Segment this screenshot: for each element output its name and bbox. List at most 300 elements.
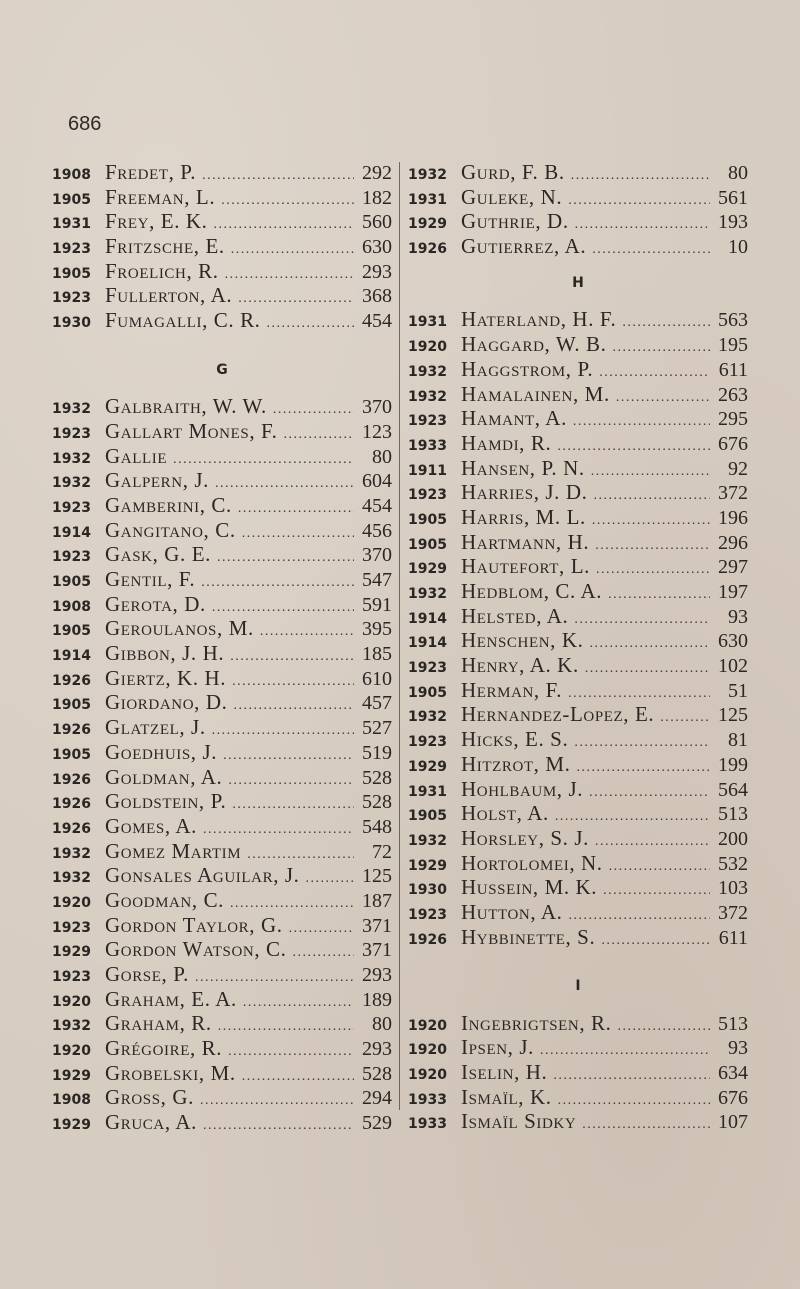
entry-year: 1932 xyxy=(52,450,91,467)
entry-page-number: 611 xyxy=(718,358,748,381)
entry-year: 1926 xyxy=(52,771,91,788)
dot-leader xyxy=(599,361,710,386)
entry-page-number: 93 xyxy=(728,1037,748,1060)
index-entry xyxy=(52,937,392,962)
entry-name: Gomes, A. xyxy=(105,813,197,838)
dot-leader xyxy=(585,657,710,682)
entry-name: Iselin, H. xyxy=(461,1060,548,1085)
entry-page-number: 370 xyxy=(362,544,392,567)
dot-leader xyxy=(582,1113,710,1138)
index-group-i xyxy=(408,1011,748,1134)
entry-name: Hicks, E. S. xyxy=(461,727,569,752)
entry-page-number: 93 xyxy=(728,605,748,628)
dot-leader xyxy=(609,855,710,880)
entry-name: Guleke, N. xyxy=(461,184,563,209)
entry-page-number: 125 xyxy=(362,865,392,888)
dot-leader xyxy=(568,189,710,214)
entry-year: 1932 xyxy=(52,1018,91,1035)
entry-name: Horsley, S. J. xyxy=(461,825,590,850)
index-entry xyxy=(408,727,748,752)
index-entry xyxy=(52,839,392,864)
entry-name: Goedhuis, J. xyxy=(105,739,218,764)
entry-name: Fredet, P. xyxy=(105,160,197,184)
entry-year: 1931 xyxy=(52,216,91,233)
index-entry xyxy=(52,234,392,259)
entry-name: Haggard, W. B. xyxy=(461,332,607,357)
entry-name: Gentil, F. xyxy=(105,567,196,591)
entry-name: Frey, E. K. xyxy=(105,209,208,234)
index-group-h xyxy=(408,307,748,949)
entry-page-number: 528 xyxy=(362,791,392,814)
entry-year: 1933 xyxy=(408,437,447,454)
entry-year: 1932 xyxy=(52,475,91,492)
entry-year: 1929 xyxy=(408,758,447,775)
entry-name: Gerota, D. xyxy=(105,591,206,616)
index-entry xyxy=(408,851,748,876)
entry-year: 1905 xyxy=(52,265,91,282)
index-entry xyxy=(52,592,392,617)
index-entry xyxy=(52,283,392,308)
entry-page-number: 293 xyxy=(362,964,392,986)
entry-year: 1923 xyxy=(408,660,447,677)
entry-year: 1920 xyxy=(408,1067,447,1084)
dot-leader xyxy=(232,670,354,695)
dot-leader xyxy=(574,731,710,756)
entry-page-number: 630 xyxy=(718,630,748,653)
entry-year: 1926 xyxy=(52,672,91,689)
index-entry xyxy=(52,567,392,592)
entry-name: Giertz, K. H. xyxy=(105,665,227,690)
index-entry xyxy=(52,765,392,790)
entry-year: 1920 xyxy=(52,894,91,911)
entry-year: 1923 xyxy=(408,413,447,430)
entry-page-number: 676 xyxy=(718,432,748,455)
entry-name: Froelich, R. xyxy=(105,258,219,283)
entry-name: Henry, A. K. xyxy=(461,653,579,678)
entry-page-number: 195 xyxy=(718,334,748,357)
entry-year: 1923 xyxy=(408,487,447,504)
letter-heading-i: I xyxy=(575,978,581,994)
index-entry xyxy=(408,332,748,357)
dot-leader xyxy=(273,398,354,423)
dot-leader xyxy=(231,238,354,263)
entry-year: 1929 xyxy=(408,561,447,578)
entry-name: Galbraith, W. W. xyxy=(105,394,267,419)
entry-page-number: 72 xyxy=(372,840,392,863)
entry-page-number: 528 xyxy=(362,1062,392,1085)
dot-leader xyxy=(202,164,354,189)
entry-name: Hitzrot, M. xyxy=(461,751,571,776)
entry-page-number: 532 xyxy=(718,852,748,875)
entry-name: Freeman, L. xyxy=(105,184,216,209)
entry-name: Gallart Mones, F. xyxy=(105,418,278,443)
entry-year: 1931 xyxy=(408,783,447,800)
entry-year: 1933 xyxy=(408,1116,447,1133)
entry-page-number: 372 xyxy=(718,482,748,505)
entry-year: 1923 xyxy=(52,290,91,307)
index-entry xyxy=(52,419,392,444)
entry-page-number: 564 xyxy=(718,778,748,801)
index-entry xyxy=(408,480,748,505)
entry-name: Gangitano, C. xyxy=(105,517,236,542)
entry-name: Ismaïl Sidky xyxy=(461,1109,577,1134)
entry-page-number: 123 xyxy=(362,420,392,443)
index-entry xyxy=(52,259,392,284)
entry-name: Hybbinette, S. xyxy=(461,924,596,949)
dot-leader xyxy=(228,769,354,794)
dot-leader xyxy=(230,645,354,670)
entry-page-number: 547 xyxy=(362,569,392,591)
entry-page-number: 548 xyxy=(362,815,392,838)
index-entry xyxy=(52,542,392,567)
entry-year: 1920 xyxy=(408,1017,447,1034)
entry-name: Hernandez-Lopez, E. xyxy=(461,702,655,727)
entry-page-number: 295 xyxy=(718,408,748,431)
entry-page-number: 395 xyxy=(362,618,392,641)
index-entry xyxy=(408,209,748,234)
dot-leader xyxy=(595,830,710,855)
page-number: 686 xyxy=(68,113,102,135)
entry-name: Ismaïl, K. xyxy=(461,1084,552,1109)
entry-year: 1911 xyxy=(408,462,447,479)
entry-page-number: 293 xyxy=(362,260,392,283)
index-column-left xyxy=(52,160,392,1135)
entry-year: 1929 xyxy=(52,944,91,961)
dot-leader xyxy=(540,1039,710,1064)
entry-page-number: 372 xyxy=(718,901,748,924)
entry-name: Fumagalli, C. R. xyxy=(105,308,261,333)
entry-page-number: 187 xyxy=(362,889,392,912)
entry-year: 1930 xyxy=(52,315,91,332)
entry-name: Goldman, A. xyxy=(105,764,223,789)
index-entry xyxy=(408,456,748,481)
dot-leader xyxy=(283,423,354,448)
index-entry xyxy=(52,308,392,333)
dot-leader xyxy=(603,879,710,904)
entry-year: 1923 xyxy=(52,549,91,566)
index-entry xyxy=(408,752,748,777)
dot-leader xyxy=(228,1040,354,1065)
entry-year: 1920 xyxy=(408,1042,447,1059)
index-group-f xyxy=(52,160,392,333)
entry-name: Gorse, P. xyxy=(105,962,190,986)
entry-name: Gordon Taylor, G. xyxy=(105,912,283,937)
entry-page-number: 107 xyxy=(718,1111,748,1134)
index-entry xyxy=(408,1011,748,1036)
index-entry xyxy=(408,875,748,900)
entry-name: Gutierrez, A. xyxy=(461,234,587,259)
index-entry xyxy=(52,185,392,210)
entry-year: 1926 xyxy=(408,241,447,258)
entry-year: 1905 xyxy=(408,808,447,825)
dot-leader xyxy=(212,719,354,744)
entry-page-number: 293 xyxy=(362,1038,392,1061)
entry-name: Gask, G. E. xyxy=(105,542,212,567)
entry-year: 1905 xyxy=(52,746,91,763)
entry-page-number: 561 xyxy=(718,186,748,209)
entry-year: 1932 xyxy=(408,388,447,405)
index-entry xyxy=(52,394,392,419)
entry-year: 1908 xyxy=(52,167,91,183)
dot-leader xyxy=(242,1065,354,1090)
entry-page-number: 197 xyxy=(718,581,748,603)
index-entry xyxy=(408,1085,748,1110)
dot-leader xyxy=(221,189,354,214)
index-entry xyxy=(52,444,392,469)
entry-page-number: 368 xyxy=(362,285,392,308)
dot-leader xyxy=(223,744,354,769)
entry-page-number: 527 xyxy=(362,717,392,740)
entry-year: 1905 xyxy=(408,684,447,701)
dot-leader xyxy=(574,608,710,633)
index-entry xyxy=(52,1011,392,1036)
entry-page-number: 457 xyxy=(362,692,392,715)
dot-leader xyxy=(215,472,354,497)
dot-leader xyxy=(573,410,710,435)
dot-leader xyxy=(622,311,710,336)
entry-name: Hohlbaum, J. xyxy=(461,776,584,801)
entry-year: 1923 xyxy=(52,969,91,985)
heading-spacer xyxy=(408,999,748,1011)
index-entry xyxy=(408,234,748,259)
entry-year: 1932 xyxy=(52,870,91,887)
index-entry xyxy=(408,185,748,210)
index-entry xyxy=(408,1060,748,1085)
entry-page-number: 102 xyxy=(718,655,748,678)
entry-year: 1923 xyxy=(52,499,91,516)
entry-name: Henschen, K. xyxy=(461,628,584,653)
index-entry xyxy=(52,493,392,518)
entry-page-number: 263 xyxy=(718,383,748,406)
entry-page-number: 80 xyxy=(372,445,392,468)
entry-year: 1933 xyxy=(408,1091,447,1108)
entry-page-number: 604 xyxy=(362,470,392,493)
index-entry xyxy=(52,913,392,938)
index-entry xyxy=(408,925,748,950)
index-entry xyxy=(52,1085,392,1110)
entry-page-number: 676 xyxy=(718,1086,748,1109)
entry-name: Gamberini, C. xyxy=(105,492,232,517)
index-entry xyxy=(52,666,392,691)
dot-leader xyxy=(577,756,710,781)
index-entry xyxy=(52,616,392,641)
entry-page-number: 371 xyxy=(362,914,392,937)
entry-name: Gonsales Aguilar, J. xyxy=(105,863,300,888)
entry-name: Gibbon, J. H. xyxy=(105,641,225,666)
dot-leader xyxy=(243,991,354,1016)
dot-leader xyxy=(553,1064,710,1089)
entry-name: Hartmann, H. xyxy=(461,529,590,554)
entry-page-number: 193 xyxy=(718,211,748,234)
entry-year: 1905 xyxy=(52,623,91,640)
entry-year: 1926 xyxy=(408,931,447,948)
entry-name: Glatzel, J. xyxy=(105,715,206,740)
entry-name: Grégoire, R. xyxy=(105,1036,223,1061)
entry-year: 1929 xyxy=(408,216,447,233)
dot-leader xyxy=(592,509,710,534)
dot-leader xyxy=(594,484,711,509)
entry-page-number: 292 xyxy=(362,162,392,184)
entry-year: 1905 xyxy=(52,574,91,590)
dot-leader xyxy=(608,583,710,608)
entry-year: 1923 xyxy=(52,241,91,258)
entry-name: Hansen, P. N. xyxy=(461,455,585,480)
entry-page-number: 560 xyxy=(362,211,392,234)
entry-year: 1932 xyxy=(408,363,447,380)
entry-name: Grobelski, M. xyxy=(105,1060,236,1085)
index-column-right xyxy=(408,160,748,1134)
entry-page-number: 125 xyxy=(718,704,748,727)
index-entry xyxy=(408,431,748,456)
index-entry xyxy=(52,1036,392,1061)
entry-name: Graham, E. A. xyxy=(105,986,237,1011)
index-entry xyxy=(408,530,748,555)
entry-year: 1920 xyxy=(408,339,447,356)
dot-leader xyxy=(293,941,355,966)
entry-page-number: 189 xyxy=(362,988,392,1011)
entry-page-number: 199 xyxy=(718,753,748,776)
entry-name: Haggstrom, P. xyxy=(461,356,594,381)
entry-name: Hussein, M. K. xyxy=(461,875,598,900)
entry-page-number: 454 xyxy=(362,494,392,517)
entry-year: 1920 xyxy=(52,993,91,1010)
entry-year: 1923 xyxy=(408,906,447,923)
dot-leader xyxy=(616,386,710,411)
dot-leader xyxy=(589,632,710,657)
entry-page-number: 610 xyxy=(362,667,392,690)
entry-page-number: 81 xyxy=(728,729,748,752)
index-entry xyxy=(408,628,748,653)
entry-name: Hamant, A. xyxy=(461,406,567,431)
entry-name: Gomez Martim xyxy=(105,838,242,863)
entry-name: Fritzsche, E. xyxy=(105,234,225,259)
entry-year: 1914 xyxy=(52,648,91,665)
entry-year: 1923 xyxy=(52,425,91,442)
entry-year: 1905 xyxy=(52,191,91,208)
index-entry xyxy=(52,789,392,814)
index-entry xyxy=(408,554,748,579)
heading-spacer xyxy=(52,382,392,394)
dot-leader xyxy=(260,620,354,645)
entry-name: Ingebrigtsen, R. xyxy=(461,1010,612,1035)
entry-page-number: 370 xyxy=(362,396,392,419)
dot-leader xyxy=(242,522,354,547)
entry-year: 1905 xyxy=(408,511,447,528)
dot-leader xyxy=(203,1114,354,1139)
entry-name: Gurd, F. B. xyxy=(461,160,565,184)
index-entry xyxy=(52,863,392,888)
entry-name: Gruca, A. xyxy=(105,1110,197,1135)
entry-name: Goldstein, P. xyxy=(105,789,227,814)
dot-leader xyxy=(558,1089,710,1114)
dot-leader xyxy=(596,558,710,583)
index-entry xyxy=(408,505,748,530)
dot-leader xyxy=(289,917,354,942)
entry-year: 1923 xyxy=(408,734,447,751)
index-entry xyxy=(408,382,748,407)
entry-name: Helsted, A. xyxy=(461,603,569,628)
index-entry xyxy=(408,777,748,802)
entry-name: Gordon Watson, C. xyxy=(105,937,287,962)
dot-leader xyxy=(200,1089,354,1114)
dot-leader xyxy=(225,263,354,288)
entry-name: Guthrie, D. xyxy=(461,209,569,234)
entry-name: Hutton, A. xyxy=(461,899,563,924)
entry-name: Graham, R. xyxy=(105,1011,212,1036)
entry-page-number: 591 xyxy=(362,593,392,616)
dot-leader xyxy=(591,460,710,485)
dot-leader xyxy=(238,497,354,522)
entry-name: Holst, A. xyxy=(461,801,549,826)
entry-page-number: 454 xyxy=(362,310,392,333)
entry-name: Geroulanos, M. xyxy=(105,616,254,641)
index-entry xyxy=(408,604,748,629)
index-entry xyxy=(52,715,392,740)
entry-page-number: 634 xyxy=(718,1062,748,1085)
index-entry xyxy=(408,307,748,332)
index-entry xyxy=(52,814,392,839)
dot-leader xyxy=(575,213,710,238)
entry-page-number: 80 xyxy=(372,1013,392,1036)
dot-leader xyxy=(592,238,710,263)
entry-year: 1926 xyxy=(52,796,91,813)
entry-name: Harries, J. D. xyxy=(461,480,588,505)
index-entry xyxy=(52,160,392,185)
entry-name: Hortolomei, N. xyxy=(461,850,603,875)
entry-name: Hedblom, C. A. xyxy=(461,579,603,603)
entry-name: Harris, M. L. xyxy=(461,504,586,529)
index-entry xyxy=(408,826,748,851)
letter-heading-g: G xyxy=(216,361,228,378)
entry-year: 1914 xyxy=(52,524,91,541)
entry-year: 1920 xyxy=(52,1043,91,1060)
entry-page-number: 51 xyxy=(728,679,748,702)
entry-year: 1929 xyxy=(408,857,447,874)
entry-name: Ipsen, J. xyxy=(461,1035,534,1060)
dot-leader xyxy=(571,164,710,189)
dot-leader xyxy=(660,706,710,731)
dot-leader xyxy=(232,793,354,818)
entry-year: 1932 xyxy=(52,845,91,862)
dot-leader xyxy=(267,312,354,337)
index-entry xyxy=(52,1110,392,1135)
entry-year: 1929 xyxy=(52,1117,91,1134)
index-entry xyxy=(52,518,392,543)
dot-leader xyxy=(201,571,354,596)
entry-page-number: 513 xyxy=(718,1012,748,1035)
entry-name: Galpern, J. xyxy=(105,468,210,493)
entry-name: Goodman, C. xyxy=(105,887,225,912)
entry-name: Giordano, D. xyxy=(105,690,228,715)
entry-page-number: 185 xyxy=(362,643,392,666)
index-entry xyxy=(408,579,748,604)
index-entry xyxy=(52,209,392,234)
index-entry xyxy=(52,888,392,913)
index-entry xyxy=(52,962,392,987)
entry-year: 1926 xyxy=(52,722,91,739)
index-entry xyxy=(408,160,748,185)
entry-year: 1929 xyxy=(52,1067,91,1084)
entry-page-number: 294 xyxy=(362,1087,392,1110)
entry-year: 1932 xyxy=(408,709,447,726)
dot-leader xyxy=(595,534,710,559)
index-entry xyxy=(408,801,748,826)
entry-name: Hamalainen, M. xyxy=(461,381,610,406)
index-entry xyxy=(408,678,748,703)
entry-name: Fullerton, A. xyxy=(105,283,233,308)
entry-page-number: 296 xyxy=(718,531,748,554)
index-entry xyxy=(52,690,392,715)
